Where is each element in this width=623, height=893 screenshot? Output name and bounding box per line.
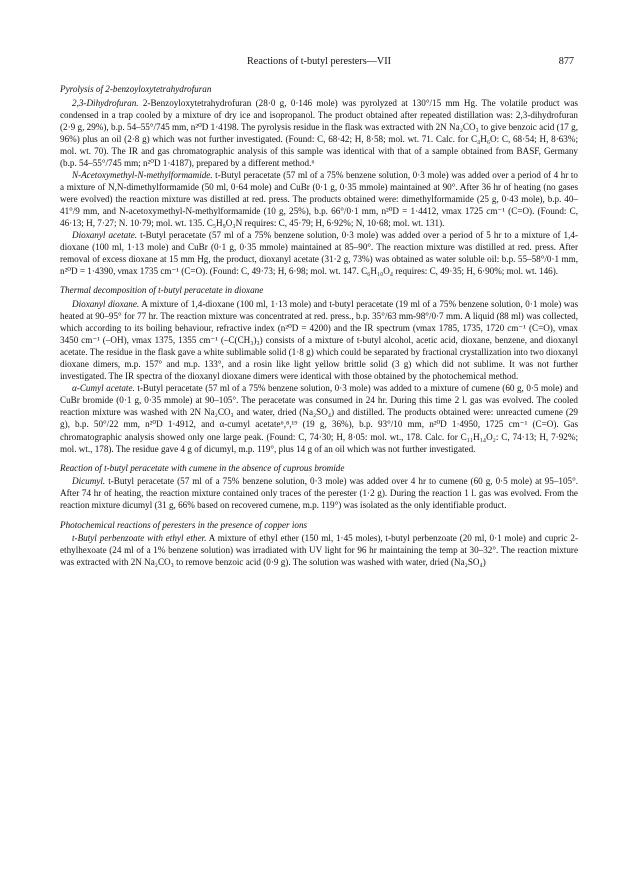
- paragraph-text: A mixture of 1,4-dioxane (100 ml, 1·13 mole) and t-butyl peracetate (19 ml of a 75% benzene solution, 0·1 mole) was heated at 90–95° for 77 hr. The reaction mixture was concentrated at red. press., b.p. 35°/63 mm-98°/0·7 mm. A liquid (88 ml) was collected, which according to its boiling behaviour, refractive index (n²⁰D = 4200) and the IR spectrum (νmax 1785, 1735, 1720 cm⁻¹ (C=O), νmax 3450 cm⁻¹ (–OH), νmax 1375, 1355 cm⁻¹ (–C(CH₃)₃) consists of a mixture of t-butyl alcohol, acetic acid, dioxane, benzene, and dioxanyl acetate. The residue in the flask gave a white sublimable solid (1·8 g) which could be separated by fractional crystallization into two dioxanyl dioxane dimers, m.p. 157° and m.p. 133°, and a rosin like light yellow brittle solid (3 g) which did not sublime. It was not further investigated. The IR spectra of the dioxanyl dioxane dimers were identical with those obtained by the photochemical method.: [60, 298, 578, 382]
- running-title: Reactions of t-butyl peresters—VII: [247, 56, 391, 67]
- article-body: [60, 83, 578, 568]
- paragraph-text: t-Butyl peracetate (57 ml of a 75% benzene solution, 0·3 mole) was added to a mixture of cumene (60 g, 0·5 mole) and CuBr bromide (0·1 g, 0·35 mmole) at 90–105°. The peracetate was consumed in 24 hr. During this time 2 l. gas was evolved. The cooled reaction mixture was washed with 2N Na₂CO₃ and water, dried (Na₂SO₄) and distilled. The products obtained were: unreacted cumene (29 g), b.p. 50°/22 mm, n²⁰D 1·4912, and α-cumyl acetate⁶,⁸,¹⁹ (19 g, 36%), b.p. 93°/10 mm, n²⁰D 1·4950, 1725 cm⁻¹ (C=O). Gas chromatographic analysis showed only one large peak. (Found: C, 74·30; H, 8·05: mol. wt., 178. Calc. for C₁₁H₁₄O₂: C, 74·13; H, 7·92%; mol. wt., 178). The residue gave 4 g of dicumyl, m.p. 119°, plus 14 g of an oil which was not further investigated.: [60, 383, 579, 454]
- paragraph-dioxanyl-acetate: [60, 229, 578, 277]
- paragraph-lead: N-Acetoxymethyl-N-methylformamide.: [72, 169, 213, 180]
- paragraph-lead: Dioxanyl acetate.: [72, 230, 138, 241]
- running-head: [60, 56, 578, 70]
- journal-page: [60, 0, 578, 893]
- section-heading-cumene-reaction: Reaction of t-butyl peracetate with cumene in the absence of cuprous bromide: [60, 462, 345, 473]
- section-heading-thermal-decomposition: Thermal decomposition of t-butyl peracetate in dioxane: [60, 285, 264, 296]
- paragraph-lead: Dicumyl.: [72, 476, 106, 487]
- section-heading-pyrolysis: Pyrolysis of 2-benzoyloxytetrahydrofuran: [60, 84, 212, 94]
- paragraph-text: t-Butyl peracetate (57 ml of a 75% benzene solution, 0·3 mole) was added over a period of 4 hr to a mixture of N,N-dimethylformamide (50 ml, 0·64 mole) and CuBr (0·1 g, 0·35 mmole) maintained at 90°. After 36 hr of heating (no gases were evolved) the reaction mixture was distilled at red. press. The products obtained were: dimethylformamide (25 g, 0·43 mole), b.p. 40–41°/9 mm, and N-acetoxymethyl-N-methylformamide (10 g, 25%), b.p. 66°/0·1 mm, n²⁰D = 1·4412, νmax 1725 cm⁻¹ (C=O). (Found: C, 46·13; H, 7·27; N. 10·79; mol. wt. 135. C₅H₉O₃N requires: C, 45·79; H, 6·92%; N, 10·68; mol. wt. 131).: [60, 169, 578, 229]
- paragraph-text: 2-Benzoyloxytetrahydrofuran (28·0 g, 0·146 mole) was pyrolyzed at 130°/15 mm Hg. The volatile product was condensed in a trap cooled by a mixture of dry ice and isopropanol. The product obtained after repeated distillation was: 2,3-dihydrofuran (2·9 g, 29%), b.p. 54–55°/745 mm, n²⁰D 1·4198. The pyrolysis residue in the flask was extracted with 2N Na₂CO₃ to give benzoic acid (17 g, 96%) plus an oil (2·8 g) which was not further investigated. (Found: C, 68·42; H, 8·58; mol. wt. 71. Calc. for C₄H₆O: C, 68·54; H, 8·63%; mol. wt. 70). The IR and gas chromatographic analysis of this sample was identical with that of a sample obtained from BASF, Germany (b.p. 54–55°/745 mm; n²⁰D 1·4187), prepared by a different method.⁶: [60, 97, 578, 168]
- paragraph-lead: t-Butyl perbenzoate with ethyl ether.: [72, 533, 207, 544]
- paragraph-lead: α-Cumyl acetate.: [72, 383, 135, 394]
- paragraph-acetoxymethyl-formamide: [60, 169, 578, 229]
- paragraph-text: t-Butyl peracetate (57 ml of a 75% benzene solution, 0·3 mole) was added over 4 hr to cumene (60 g, 0·5 mole) at 95–105°. After 74 hr of heating, the reaction mixture contained only traces of the perester (1·2 g). During the reaction 1 l. gas was evolved. From the reaction mixture dicumyl (31 g, 66% based on recovered cumene, m.p. 119°) was isolated as the only identifiable product.: [60, 476, 578, 511]
- paragraph-lead: 2,3-Dihydrofuran.: [72, 97, 139, 108]
- paragraph-cumyl-acetate: [60, 382, 578, 454]
- paragraph-perbenzoate-ether: [60, 532, 578, 568]
- paragraph-text: A mixture of ethyl ether (150 ml, 1·45 moles), t-butyl perbenzoate (20 ml, 0·1 mole) and cupric 2-ethylhexoate (24 ml of a 1% benzene solution) was irradiated with UV light for 96 hr maintaining the temp at 30–32°. The reaction mixture was extracted with 2N Na₂CO₃ to remove benzoic acid (0·9 g). The solution was washed with water, dried (Na₂SO₄): [60, 533, 578, 568]
- paragraph-dihydrofuran: [60, 97, 578, 169]
- section-heading-photochemical: Photochemical reactions of peresters in the presence of copper ions: [60, 519, 308, 530]
- page-number: 877: [558, 56, 574, 67]
- paragraph-lead: Dioxanyl dioxane.: [72, 298, 140, 309]
- paragraph-dicumyl: [60, 475, 578, 511]
- paragraph-text: t-Butyl peracetate (57 ml of a 75% benzene solution, 0·3 mole) was added over a period of 5 hr to a mixture of 1,4-dioxane (100 ml, 1·13 mole) and CuBr (0·1 g, 0·35 mmole) maintained at 85–90°. The reaction mixture was distilled at red. press. After removal of excess dioxane at 15 mm Hg, the product, dioxanyl acetate (31·2 g, 73%) was obtained as water soluble oil: b.p. 55–58°/0·1 mm, n²⁰D = 1·4390, νmax 1735 cm⁻¹ (C=O). (Found: C, 49·73; H, 6·98; mol. wt. 147. C₆H₁₀O₄ requires: C, 49·35; H, 6·90%; mol. wt. 146).: [60, 230, 578, 277]
- paragraph-dioxanyl-dioxane: [60, 298, 578, 382]
